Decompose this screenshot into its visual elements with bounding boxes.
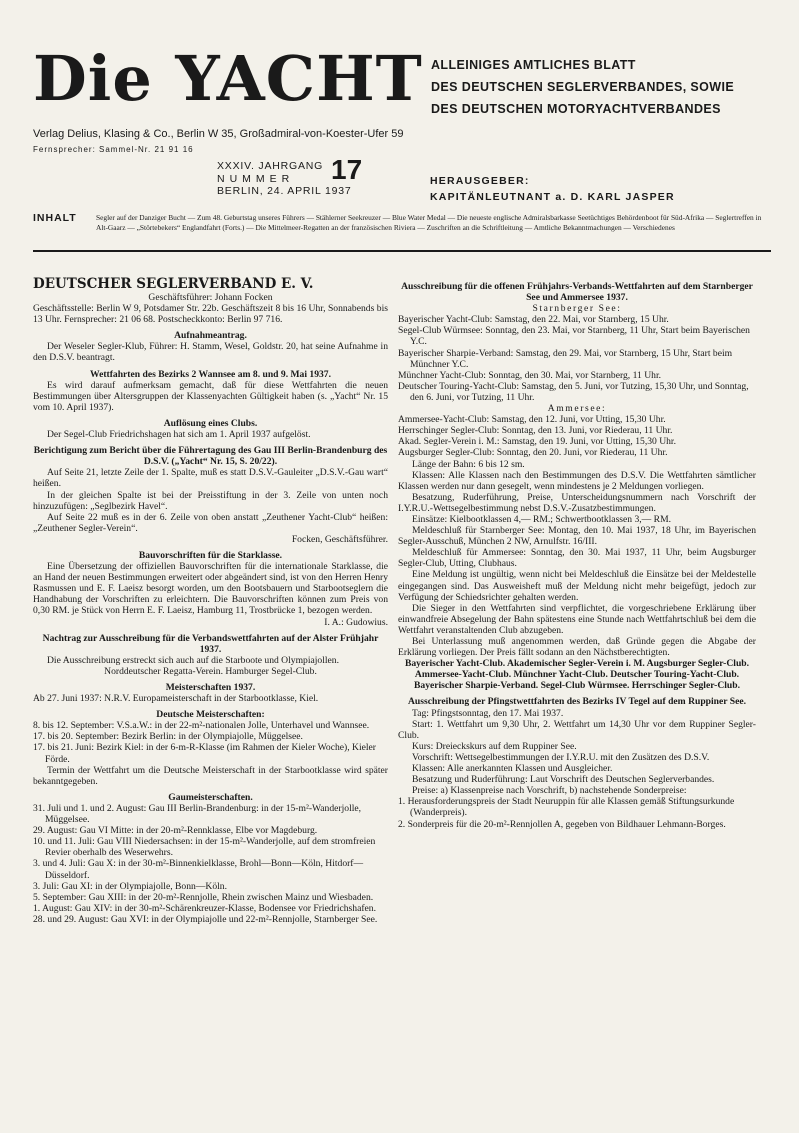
section-heading: 28. und 29. August: Gau XVI: in der Olympiajolle und 22-m²-Rennjolle, Starnberger See. <box>33 913 378 925</box>
magazine-logo: Die YACHT <box>33 42 423 115</box>
section-heading: 17. bis 20. September: Bezirk Berlin: in der Olympiajolle, Müggelsee. <box>33 731 303 743</box>
section-heading: Münchner Yacht-Club: Sonntag, den 30. Mai, vor Starnberg, 11 Uhr. <box>398 369 662 381</box>
paragraph: Geschäftsstelle: Berlin W 9, Potsdamer Str. 22b. Geschäftszeit 8 bis 16 Uhr, Sonnabends bis 13 Uhr. Fernsprecher: 21 06 68. Postscheckkonto: Berlin 97 716. <box>33 303 388 326</box>
header-rule <box>33 250 771 252</box>
paragraph: Start: 1. Wettfahrt um 9,30 Uhr, 2. Wettfahrt um 14,30 Uhr vor dem Ruppiner Segler-Club. <box>398 718 756 741</box>
section-heading: 2. Sonderpreis für die 20-m²-Rennjollen A, gegeben von Bildhauer Lehmann-Borges. <box>398 818 726 830</box>
paragraph: I. A.: Gudowius. <box>324 616 388 628</box>
section-heading: DEUTSCHER SEGLERVERBAND E. V. <box>33 276 314 292</box>
section-heading: Deutsche Meisterschaften: <box>156 709 265 721</box>
section-heading: 10. und 11. Juli: Gau VIII Niedersachsen: in der 15-m²-Wanderjolle, auf dem stromfreien Revier oberhalb des Weserwehrs. <box>33 836 376 859</box>
section-heading: Augsburger Segler-Club: Sonntag, den 20. Juni, vor Riederau, 11 Uhr. <box>398 447 668 459</box>
paragraph: Meldeschluß für Ammersee: Sonntag, den 30. Mai 1937, 11 Uhr, beim Augsburger Segler-Club, Utting, Clubhaus. <box>398 547 756 570</box>
paragraph: Termin der Wettfahrt um die Deutsche Meisterschaft in der Starbootklasse wird später bekanntgegeben. <box>33 764 388 787</box>
section-heading: 3. und 4. Juli: Gau X: in der 30-m²-Binnenkielklasse, Brohl—Bonn—Köln, Hitdorf—Düsseldorf. <box>33 858 364 881</box>
editor-label: HERAUSGEBER: <box>430 175 530 187</box>
section-heading: Segel-Club Würmsee: Sonntag, den 23. Mai, vor Starnberg, 11 Uhr, Start beim Bayerischen Y.C. <box>398 325 750 348</box>
paragraph: Preise: a) Klassenpreise nach Vorschrift, b) nachstehende Sonderpreise: <box>412 785 687 797</box>
paragraph: Klassen: Alle anerkannten Klassen und Ausgleicher. <box>412 763 613 775</box>
section-heading: 1. August: Gau XIV: in der 30-m²-Schärenkreuzer-Klasse, Bodensee vor Friedrichshafen. <box>33 902 376 914</box>
section-heading: Auflösung eines Clubs. <box>163 417 258 429</box>
paragraph: Focken, Geschäftsführer. <box>291 533 388 545</box>
section-heading: 8. bis 12. September: V.S.a.W.: in der 22-m²-nationalen Jolle, Unterhavel und Wannsee. <box>33 720 370 732</box>
tagline-line: DES DEUTSCHEN MOTORYACHTVERBANDES <box>431 102 721 116</box>
issue-number-label: NUMMER <box>217 172 295 185</box>
paragraph: Eine Übersetzung der offiziellen Bauvorschriften für die internationale Starklasse, die an Hand der neuen Bestimmungen erweitert oder abgeändert sind, ist von den Herren Henry Rasmussen und E. F. Laeisz besorgt worden, um den Bootsbauern und Starbootseglern die Handhabung der Vorschriften zu erleichtern. Die Bauvorschriften können zum Preis von 0,30 RM. je Stück von Herrn E. F. Laeisz, Hamburg 11, Trostbrücke 1, bezogen werden. <box>33 561 388 617</box>
paragraph: Die Sieger in den Wettfahrten sind verpflichtet, die vorgeschriebene Erklärung über einwandfreie Absegelung der Bahn spätestens eine Stunde nach Wettfahrtschluß bei dem die Wettfahrt veranstaltenden Club abzugeben. <box>398 602 756 636</box>
section-heading: Nachtrag zur Ausschreibung für die Verbandswettfahrten auf der Alster Frühjahr 1937. <box>42 632 379 655</box>
paragraph: Ammersee: <box>547 403 607 415</box>
paragraph: Besatzung und Ruderführung: Laut Vorschrift des Deutschen Seglerverbandes. <box>412 774 715 786</box>
toc-text: Segler auf der Danziger Bucht — Zum 48. Geburtstag unseres Führers — Stählerner Seekreuzer — Blue Water Medal — Die neueste englische Admiralsbarkasse Seetüchtiges Behördenboot für Süd-Afrika — Seglertreffen in Alt-Gaarz — „Störtebekers“ Englandfahrt (Forts.) — Die Mittelmeer-Regatten an der französischen Riviera — Zuschriften an die Schriftleitung — Amtliche Bekanntmachungen — Verschiedenes <box>96 213 762 232</box>
paragraph: Besatzung, Ruderführung, Preise, Unterscheidungsnummern nach Vorschrift der I.Y.R.U.-Wettsegelbestimmung nebst D.S.V.-Zusatzbestimmungen. <box>398 491 756 514</box>
section-heading: Herrschinger Segler-Club: Sonntag, den 13. Juni, vor Riederau, 11 Uhr. <box>398 425 673 437</box>
section-heading: Ab 27. Juni 1937: N.R.V. Europameisterschaft in der Starbootklasse, Kiel. <box>33 693 319 705</box>
tagline-line: ALLEINIGES AMTLICHES BLATT <box>431 58 636 72</box>
paragraph: Bei Unterlassung muß angenommen werden, daß Gründe gegen die Abgabe der Erklärung vorliegen. Der Preis fällt sodann an den Nächstberechtigten. <box>398 636 756 659</box>
left-column <box>33 276 388 925</box>
issue-volume: XXXIV. JAHRGANG <box>217 160 324 172</box>
section-heading: Akad. Segler-Verein i. M.: Samstag, den 19. Juni, vor Utting, 15,30 Uhr. <box>398 436 676 448</box>
paragraph: Die Ausschreibung erstreckt sich auch auf die Starboote und Olympiajollen. <box>47 654 340 666</box>
issue-number: 17 <box>331 154 363 185</box>
paragraph: Meldeschluß für Starnberger See: Montag, den 10. Mai 1937, 18 Uhr, im Bayerischen Segler-Ausschuß, München 2 NW, Arnulfstr. 16/III. <box>398 525 756 548</box>
section-heading: Bayerischer Sharpie-Verband: Samstag, den 29. Mai, vor Starnberg, 15 Uhr, Start beim Münchner Y.C. <box>398 347 733 370</box>
issue-date: BERLIN, 24. APRIL 1937 <box>217 185 352 197</box>
toc-label: INHALT <box>33 212 77 224</box>
paragraph: Starnberger See: <box>532 303 622 315</box>
paragraph: Der Segel-Club Friedrichshagen hat sich am 1. April 1937 aufgelöst. <box>47 429 311 441</box>
masthead-tagline <box>431 54 776 120</box>
paragraph: Einsätze: Kielbootklassen 4,— RM.; Schwertbootklassen 3,— RM. <box>412 513 672 525</box>
section-heading: 31. Juli und 1. und 2. August: Gau III Berlin-Brandenburg: in der 15-m²-Wanderjolle, Müggelsee. <box>33 802 362 826</box>
section-heading: Deutscher Touring-Yacht-Club: Samstag, den 5. Juni, vor Tutzing, 15,30 Uhr, und Sonntag, den 6. Juni, vor Tutzing, 11 Uhr. <box>398 380 749 403</box>
publisher-line: Verlag Delius, Klasing & Co., Berlin W 35, Großadmiral-von-Koester-Ufer 59 <box>33 128 404 140</box>
paragraph: Eine Meldung ist ungültig, wenn nicht bei Meldeschluß die Einsätze bei der Meldestelle eingegangen sind. Das Ausweisheft muß der Meldung nicht mehr beigefügt, jedoch zur Verfügung der Schiedsrichter gehalten werden. <box>398 569 756 603</box>
paragraph: Länge der Bahn: 6 bis 12 sm. <box>412 458 525 470</box>
right-column <box>398 276 756 830</box>
masthead <box>33 42 773 168</box>
tagline-line: DES DEUTSCHEN SEGLERVERBANDES, SOWIE <box>431 80 735 94</box>
phone-line: Fernsprecher: Sammel-Nr. 21 91 16 <box>33 145 194 154</box>
paragraph: Kurs: Dreieckskurs auf dem Ruppiner See. <box>412 740 577 752</box>
section-heading: Ammersee-Yacht-Club: Samstag, den 12. Juni, vor Utting, 15,30 Uhr. <box>398 414 666 426</box>
section-heading: Gaumeisterschaften. <box>168 791 253 803</box>
section-heading: Meisterschaften 1937. <box>165 682 256 693</box>
section-heading: 17. bis 21. Juni: Bezirk Kiel: in der 6-m-R-Klasse (im Rahmen der Kieler Woche), Kieler Förde. <box>33 742 377 765</box>
paragraph: Norddeutscher Regatta-Verein. Hamburger Segel-Club. <box>104 665 317 677</box>
section-heading: Aufnahmeantrag. <box>174 330 247 342</box>
section-heading: 3. Juli: Gau XI: in der Olympiajolle, Bonn—Köln. <box>33 880 227 892</box>
section-heading: Bauvorschriften für die Starklasse. <box>138 549 283 561</box>
paragraph: Vorschrift: Wettsegelbestimmungen der I.Y.R.U. mit den Zusätzen des D.S.V. <box>412 751 710 763</box>
paragraph: Auf Seite 22 muß es in der 6. Zeile von oben anstatt „Zeuthener Yacht-Club“ heißen: „Zeuthener Segler-Verein“. <box>33 511 388 534</box>
paragraph: In der gleichen Spalte ist bei der Preisstiftung in der 3. Zeile von unten noch hinzuzufügen: „Seglbezirk Havel“. <box>33 489 388 512</box>
section-heading: Ausschreibung für die offenen Frühjahrs-Verbands-Wettfahrten auf dem Starnberger See und Ammersee 1937. <box>401 281 753 304</box>
section-heading: Ausschreibung der Pfingstwettfahrten des Bezirks IV Tegel auf dem Ruppiner See. <box>407 696 747 708</box>
section-heading: 1. Herausforderungspreis der Stadt Neuruppin für alle Klassen gemäß Stiftungsurkunde (Wanderpreis). <box>398 796 735 819</box>
paragraph: Bayerischer Yacht-Club. Akademischer Segler-Verein i. M. Augsburger Segler-Club. Ammersee-Yacht-Club. Münchner Yacht-Club. Deutscher Touring-Yacht-Club. Bayerischer Sharpie-Verband. Segel-Club Würmsee. Herrschinger Segler-Club. <box>404 658 750 692</box>
paragraph: Tag: Pfingstsonntag, den 17. Mai 1937. <box>412 707 564 719</box>
paragraph: Klassen: Alle Klassen nach den Bestimmungen des D.S.V. Die Wettfahrten sämtlicher Klassen werden nur dann gesegelt, wenn mindestens je 2 Meldungen vorliegen. <box>398 469 756 492</box>
paragraph: Es wird darauf aufmerksam gemacht, daß für diese Wettfahrten die neuen Bestimmungen über Altersgruppen der Klassenyachten Gültigkeit haben (s. „Yacht“ Nr. 15 vom 10. April 1937). <box>33 379 388 413</box>
editor-name: KAPITÄNLEUTNANT a. D. KARL JASPER <box>430 191 675 203</box>
paragraph: Der Weseler Segler-Klub, Führer: H. Stamm, Wesel, Goldstr. 20, hat seine Aufnahme in den D.S.V. beantragt. <box>33 341 388 364</box>
section-heading: Berichtigung zum Bericht über die Führertagung des Gau III Berlin-Brandenburg des D.S.V. („Yacht“ Nr. 15, S. 20/22). <box>33 445 388 468</box>
paragraph: Auf Seite 21, letzte Zeile der 1. Spalte, muß es statt D.S.V.-Gauleiter „D.S.V.-Gau wart“ heißen. <box>33 467 388 490</box>
section-heading: Wettfahrten des Bezirks 2 Wannsee am 8. und 9. Mai 1937. <box>90 368 331 380</box>
editor-info <box>430 173 675 205</box>
paragraph: Geschäftsführer: Johann Focken <box>148 292 273 303</box>
section-heading: 5. September: Gau XIII: in der 20-m²-Rennjolle, Rhein zwischen Mainz und Wiesbaden. <box>33 891 374 903</box>
section-heading: 29. August: Gau VI Mitte: in der 20-m²-Rennklasse, Elbe vor Magdeburg. <box>33 825 318 837</box>
section-heading: Bayerischer Yacht-Club: Samstag, den 22. Mai, vor Starnberg, 15 Uhr. <box>398 314 669 326</box>
